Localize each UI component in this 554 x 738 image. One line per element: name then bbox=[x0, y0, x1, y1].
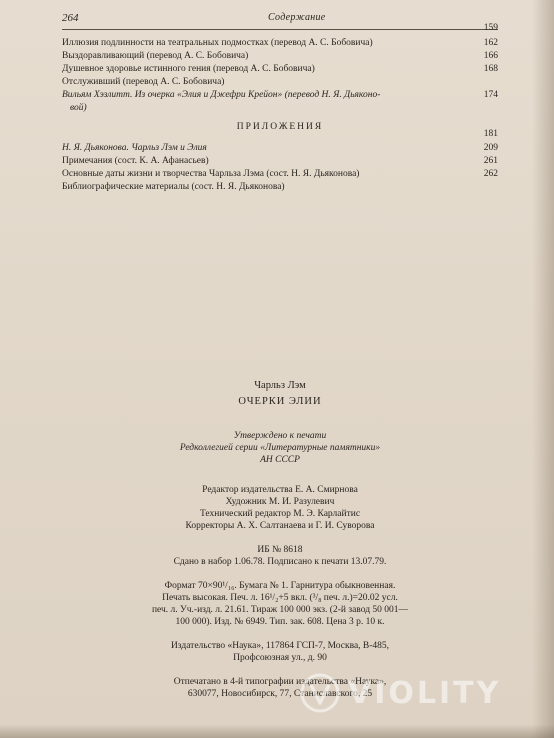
watermark-text: VIOLITY bbox=[348, 676, 502, 711]
format-line: Формат 70×90¹/₁₆. Бумага № 1. Гарнитура обыкновенная. bbox=[164, 581, 396, 591]
credit-line: Редактор издательства Е. А. Смирнова bbox=[202, 485, 358, 495]
publisher-line: Издательство «Наука», 117864 ГСП-7, Москва, В-485, bbox=[170, 641, 390, 651]
toc-entry bbox=[62, 76, 498, 88]
toc-entry bbox=[62, 181, 498, 193]
running-title: Содержание bbox=[268, 12, 326, 23]
toc-entry bbox=[62, 168, 498, 180]
toc-entry-title: Библиографические материалы (сост. Н. Я. Дьяконова) bbox=[62, 182, 285, 192]
appendix-heading: ПРИЛОЖЕНИЯ bbox=[236, 122, 324, 132]
toc-entry-title: Основные даты жизни и творчества Чарльза Лэма (сост. Н. Я. Дьяконова) bbox=[62, 169, 360, 179]
toc-page-number: 261 bbox=[483, 156, 498, 166]
credit-line: Корректоры А. Х. Салтанаева и Г. И. Суворова bbox=[185, 521, 375, 531]
printer-line: Отпечатано в 4-й типографии издательства «Наука», bbox=[173, 677, 387, 687]
toc-entry bbox=[62, 37, 498, 49]
toc-entry-title: Душевное здоровье истинного гения (перевод А. С. Бобовича) bbox=[62, 64, 315, 74]
colophon-title: ОЧЕРКИ ЭЛИИ bbox=[238, 396, 322, 407]
publisher-line: Профсоюзная ул., д. 90 bbox=[233, 653, 327, 663]
toc-entry-title: Отслуживший (перевод А. С. Бобовича) bbox=[62, 77, 225, 87]
toc-entry bbox=[62, 89, 498, 101]
dates-line: Сдано в набор 1.06.78. Подписано к печати 13.07.79. bbox=[173, 557, 387, 567]
credit-line: Художник М. И. Разулевич bbox=[225, 497, 335, 507]
toc-page-number: 174 bbox=[483, 90, 498, 100]
ib-number: ИБ № 8618 bbox=[257, 545, 303, 555]
toc-entry-title: Вильям Хэзлитт. Из очерка «Элия и Джефри Крейон» (перевод Н. Я. Дьяконо- bbox=[62, 90, 381, 100]
toc-entry bbox=[62, 155, 498, 167]
toc-page-number: 209 bbox=[483, 143, 498, 153]
toc-page-number: 162 bbox=[483, 38, 498, 48]
toc-entry bbox=[62, 22, 498, 34]
toc-entry bbox=[62, 128, 498, 140]
page-edge-shadow bbox=[532, 0, 554, 738]
credit-line: Технический редактор М. Э. Карлайтис bbox=[199, 509, 361, 519]
toc-page-number: 262 bbox=[483, 169, 498, 179]
colophon-author: Чарльз Лэм bbox=[254, 380, 306, 391]
toc-page-number: 168 bbox=[483, 64, 498, 74]
toc-page-number: 166 bbox=[483, 51, 498, 61]
watermark-logo-icon bbox=[298, 671, 342, 715]
toc-entry bbox=[62, 50, 498, 62]
toc-page-number: 181 bbox=[483, 129, 498, 139]
toc-page-number: 159 bbox=[483, 23, 498, 33]
format-line: 100 000). Изд. № 6949. Тип. зак. 608. Цена 3 р. 10 к. bbox=[175, 617, 385, 627]
approval-line: АН СССР bbox=[260, 455, 300, 465]
printer-line: 630077, Новосибирск, 77, Станиславского, 25 bbox=[187, 689, 373, 699]
toc-entry-continuation: вой) bbox=[70, 103, 87, 113]
toc-entry-title: Иллюзия подлинности на театральных подмостках (перевод А. С. Бобовича) bbox=[62, 38, 373, 48]
watermark bbox=[296, 668, 546, 718]
toc-entry-title: Н. Я. Дьяконова. Чарльз Лэм и Элия bbox=[62, 143, 207, 153]
approval-line: Утверждено к печати bbox=[233, 431, 327, 441]
toc-entry-title: Выздоравливающий (перевод А. С. Бобовича) bbox=[62, 51, 249, 61]
toc-entry-title: Примечания (сост. К. А. Афанасьев) bbox=[62, 156, 209, 166]
format-line: Печать высокая. Печ. л. 16¹/₂+5 вкл. (³/₈ печ. л.)=20.02 усл. bbox=[162, 593, 398, 603]
toc-entry bbox=[62, 142, 498, 154]
approval-line: Редколлегией серии «Литературные памятники» bbox=[179, 443, 381, 453]
format-line: печ. л. Уч.-изд. л. 21.61. Тираж 100 000 экз. (2-й завод 50 001— bbox=[151, 605, 409, 615]
page-bottom-shadow bbox=[0, 724, 554, 738]
page-number: 264 bbox=[62, 12, 79, 24]
toc-entry bbox=[62, 63, 498, 75]
